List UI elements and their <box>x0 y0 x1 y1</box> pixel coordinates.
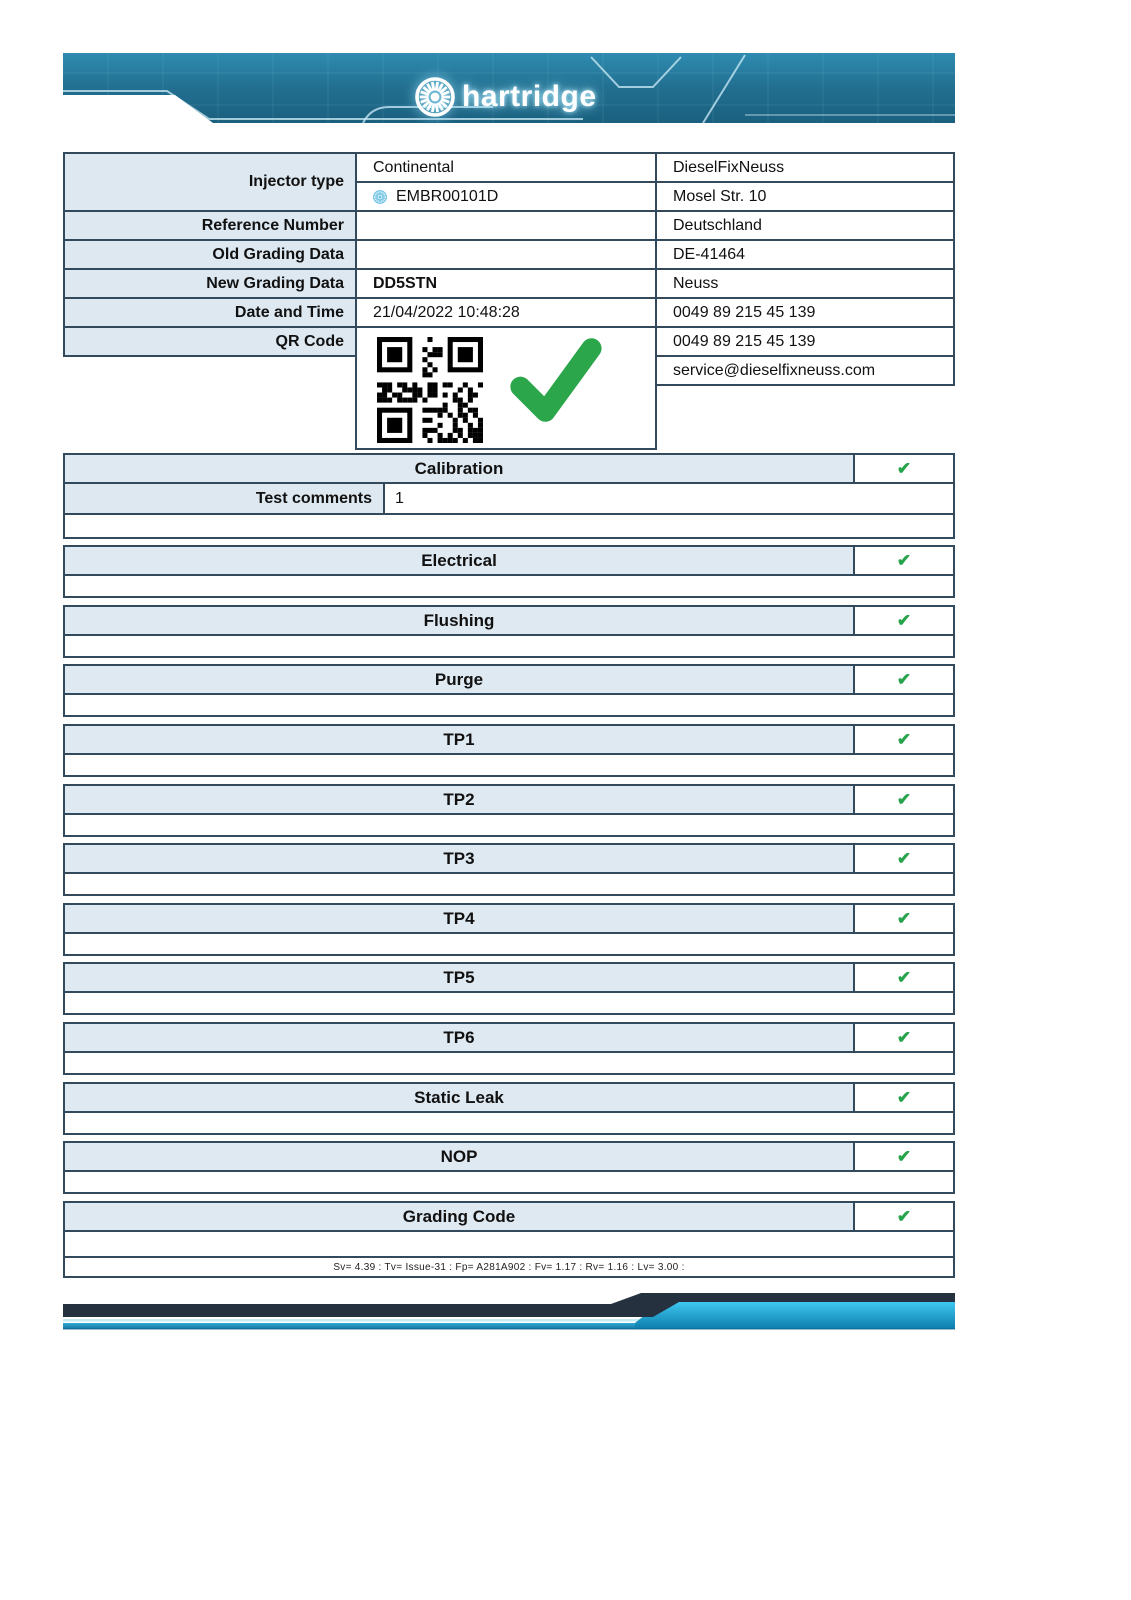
check-icon: ✔ <box>896 1028 912 1047</box>
workshop-street: Mosel Str. 10 <box>655 181 955 212</box>
check-icon: ✔ <box>896 968 912 987</box>
section-status-cell <box>853 786 953 813</box>
pass-check-icon <box>507 333 603 429</box>
section-purge <box>63 664 955 717</box>
section-header <box>65 845 953 872</box>
workshop-city: Neuss <box>655 268 955 299</box>
wheel-icon <box>415 77 455 117</box>
section-label: Calibration <box>65 455 853 482</box>
section-label: Purge <box>65 666 853 693</box>
new-grading-value: DD5STN <box>355 268 657 299</box>
section-label: Electrical <box>65 547 853 574</box>
workshop-phone-1: 0049 89 215 45 139 <box>655 297 955 328</box>
test-comments-label: Test comments <box>65 484 385 513</box>
section-tp5 <box>63 962 955 1015</box>
spacer-row <box>65 574 953 596</box>
check-icon: ✔ <box>896 790 912 809</box>
spacer-row <box>65 513 953 537</box>
qr-code-cell <box>355 326 657 450</box>
section-label: TP3 <box>65 845 853 872</box>
section-header <box>65 547 953 574</box>
injector-type-label: Injector type <box>63 152 357 212</box>
qr-code-label: QR Code <box>63 326 357 357</box>
reference-number-label: Reference Number <box>63 210 357 241</box>
qr-code <box>377 337 483 443</box>
spacer-row <box>65 932 953 954</box>
check-icon: ✔ <box>896 1207 912 1226</box>
check-icon: ✔ <box>896 551 912 570</box>
check-icon: ✔ <box>896 1088 912 1107</box>
spacer-row <box>65 1051 953 1073</box>
section-status-cell <box>853 666 953 693</box>
spacer-row <box>65 872 953 894</box>
section-status-cell <box>853 455 953 482</box>
section-status-cell <box>853 845 953 872</box>
check-icon: ✔ <box>896 909 912 928</box>
version-row <box>65 1256 953 1276</box>
workshop-phone-2: 0049 89 215 45 139 <box>655 326 955 357</box>
workshop-email: service@dieselfixneuss.com <box>655 355 955 386</box>
section-header <box>65 1024 953 1051</box>
section-header <box>65 666 953 693</box>
section-header <box>65 964 953 991</box>
section-header <box>65 905 953 932</box>
section-header <box>65 786 953 813</box>
section-label: TP2 <box>65 786 853 813</box>
check-icon: ✔ <box>896 670 912 689</box>
logo-text: hartridge <box>462 80 597 113</box>
section-label: TP6 <box>65 1024 853 1051</box>
section-label: Flushing <box>65 607 853 634</box>
section-tp1 <box>63 724 955 777</box>
section-header <box>65 1143 953 1170</box>
bottom-banner <box>63 1292 955 1334</box>
check-icon: ✔ <box>896 730 912 749</box>
top-banner <box>63 53 955 125</box>
date-time-label: Date and Time <box>63 297 357 328</box>
section-status-cell <box>853 726 953 753</box>
test-comments-row <box>65 482 953 513</box>
spacer-row <box>65 813 953 835</box>
spacer-row <box>65 1170 953 1192</box>
spacer-row <box>65 693 953 715</box>
section-label: NOP <box>65 1143 853 1170</box>
old-grading-value <box>355 239 657 270</box>
new-grading-label: New Grading Data <box>63 268 357 299</box>
spacer-row <box>65 753 953 775</box>
section-label: TP5 <box>65 964 853 991</box>
section-electrical <box>63 545 955 598</box>
check-icon: ✔ <box>896 1147 912 1166</box>
injector-model-cell <box>355 181 657 212</box>
injector-make-value: Continental <box>355 152 657 183</box>
section-status-cell <box>853 547 953 574</box>
check-icon: ✔ <box>896 459 912 478</box>
hartridge-logo <box>415 77 597 117</box>
wheel-icon <box>373 190 387 204</box>
spacer-row <box>65 991 953 1013</box>
spacer-row <box>65 1230 953 1256</box>
injector-model-value: EMBR00101D <box>396 187 499 205</box>
section-status-cell <box>853 1084 953 1111</box>
section-label: TP4 <box>65 905 853 932</box>
section-grading-code <box>63 1201 955 1278</box>
section-header <box>65 1203 953 1230</box>
section-label: Grading Code <box>65 1203 853 1230</box>
version-text: Sv= 4.39 : Tv= Issue-31 : Fp= A281A902 : Fv= 1.17 : Rv= 1.16 : Lv= 3.00 : <box>333 1261 685 1273</box>
section-status-cell <box>853 1143 953 1170</box>
section-flushing <box>63 605 955 658</box>
banner-art <box>63 1292 955 1334</box>
date-time-value: 21/04/2022 10:48:28 <box>355 297 657 328</box>
section-calibration <box>63 453 955 539</box>
test-comments-value: 1 <box>395 489 404 507</box>
section-nop <box>63 1141 955 1194</box>
section-tp6 <box>63 1022 955 1075</box>
section-tp4 <box>63 903 955 956</box>
old-grading-label: Old Grading Data <box>63 239 357 270</box>
workshop-name: DieselFixNeuss <box>655 152 955 183</box>
section-header <box>65 726 953 753</box>
check-icon: ✔ <box>896 611 912 630</box>
section-label: Static Leak <box>65 1084 853 1111</box>
workshop-postcode: DE-41464 <box>655 239 955 270</box>
workshop-country: Deutschland <box>655 210 955 241</box>
spacer-row <box>65 634 953 656</box>
section-header <box>65 455 953 482</box>
section-header <box>65 1084 953 1111</box>
section-status-cell <box>853 964 953 991</box>
section-tp3 <box>63 843 955 896</box>
section-header <box>65 607 953 634</box>
section-status-cell <box>853 905 953 932</box>
section-status-cell <box>853 1024 953 1051</box>
section-static-leak <box>63 1082 955 1135</box>
section-status-cell <box>853 607 953 634</box>
section-label: TP1 <box>65 726 853 753</box>
section-tp2 <box>63 784 955 837</box>
check-icon: ✔ <box>896 849 912 868</box>
spacer-row <box>65 1111 953 1133</box>
reference-number-value <box>355 210 657 241</box>
section-status-cell <box>853 1203 953 1230</box>
